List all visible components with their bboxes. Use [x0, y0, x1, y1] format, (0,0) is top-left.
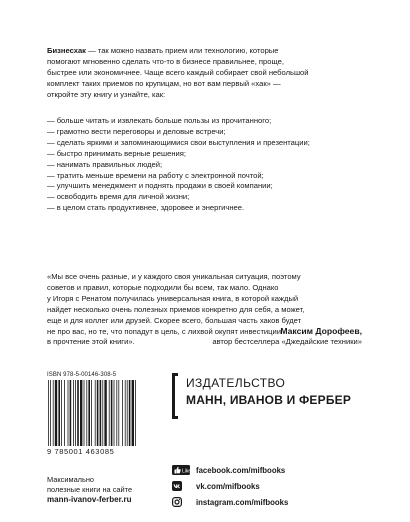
intro-line: комплект таких приемов по крупицам, но вот вам первый «хак» —	[47, 78, 281, 88]
vk-icon	[172, 481, 192, 491]
list-item: — улучшить менеджмент и поднять продажи в своей компании;	[47, 181, 273, 191]
publisher-line-2: МАНН, ИВАНОВ И ФЕРБЕР	[186, 393, 352, 407]
barcode-digits: 9 785001 463085	[47, 447, 115, 456]
intro-line: откройте эту книгу и узнайте, как:	[47, 89, 166, 99]
quote-line: «Мы все очень разные, и у каждого своя уникальная ситуация, поэтому	[47, 272, 301, 281]
social-row-vk	[172, 478, 382, 494]
intro-line: быстрее или экономичнее. Чаще всего каждый собирает свой небольшой	[47, 67, 309, 77]
like-badge-text: Like	[182, 468, 192, 475]
quote-line: найдет несколько очень полезных приемов конкретно для себя, а может,	[47, 304, 305, 314]
author-name: Максим Дорофеев,	[280, 326, 362, 336]
benefits-list	[47, 116, 377, 214]
list-item: — быстро принимать верные решения;	[47, 148, 186, 158]
store-url-link[interactable]: mann-ivanov-ferber.ru	[47, 495, 132, 504]
facebook-like-icon	[172, 465, 192, 475]
barcode-image	[47, 380, 149, 446]
publisher-logo	[172, 373, 382, 419]
quote-line: не про вас, но те, что попадут в цель, с лихвой окупят инвестиции	[47, 326, 281, 336]
social-row-facebook	[172, 462, 382, 478]
facebook-link[interactable]: facebook.com/mifbooks	[196, 465, 286, 475]
store-info	[47, 475, 177, 505]
instagram-icon	[172, 497, 192, 507]
list-item: — грамотно вести переговоры и деловые встречи;	[47, 126, 226, 136]
quote-line: в прочтение этой книги».	[47, 337, 135, 347]
quote-line: советов и правил, которые подходили бы всем, так мало. Однако	[47, 282, 279, 292]
publisher-line-1: ИЗДАТЕЛЬСТВО	[186, 376, 286, 390]
barcode-block	[47, 372, 155, 456]
list-item: — сделать яркими и запоминающимися свои выступления и презентации;	[47, 137, 310, 147]
list-item: — освободить время для личной жизни;	[47, 192, 190, 202]
intro-line: — так можно назвать прием или технологию, которые	[85, 46, 279, 55]
list-item: — нанимать правильных людей;	[47, 159, 163, 169]
bracket-icon	[172, 373, 178, 419]
intro-line: помогают мгновенно сделать что-то в бизнесе правильнее, проще,	[47, 56, 284, 66]
intro-term: Бизнесхак	[47, 46, 86, 55]
instagram-link[interactable]: instagram.com/mifbooks	[196, 497, 289, 507]
quote-line: у Игоря с Ренатом получилась универсальная книга, в которой каждый	[47, 293, 299, 303]
store-line: полезные книги на сайте	[47, 485, 133, 494]
list-item: — больше читать и извлекать больше пользы из прочитанного;	[47, 116, 272, 125]
author-role: автор бестселлера «Джедайские техники»	[212, 336, 362, 346]
store-line: Максимально	[47, 475, 95, 484]
social-links	[172, 462, 382, 510]
quote-line: еще и для коллег или друзей. Скорее всего, большая часть хаков будет	[47, 315, 302, 325]
quote-signature	[102, 326, 362, 348]
social-row-instagram	[172, 494, 382, 510]
isbn: ISBN 978-5-00146-308-5	[47, 372, 117, 378]
intro-paragraph	[47, 46, 377, 101]
list-item: — в целом стать продуктивнее, здоровее и энергичнее.	[47, 203, 245, 213]
list-item: — тратить меньше времени на работу с электронной почтой;	[47, 170, 264, 180]
vk-link[interactable]: vk.com/mifbooks	[196, 481, 260, 491]
